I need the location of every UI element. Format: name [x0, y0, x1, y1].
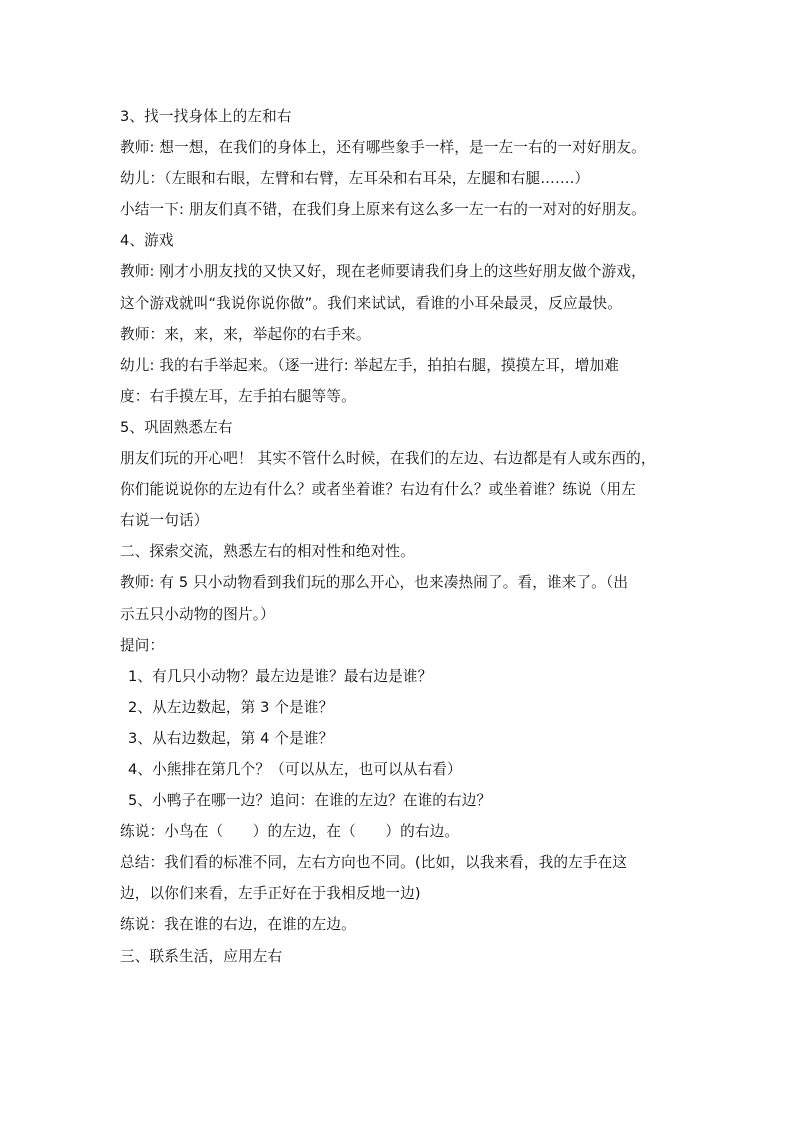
paragraph-line: 边，以你们来看，左手正好在于我相反地一边) [120, 885, 421, 903]
paragraph-line: 朋友们玩的开心吧！ 其实不管什么时候，在我们的左边、右边都是有人或东西的， [120, 450, 656, 468]
section-heading: 三、联系生活，应用左右 [120, 947, 283, 965]
section-heading: 5、巩固熟悉左右 [120, 418, 233, 436]
paragraph-line: 练说：小鸟在（ ）的左边，在（ ）的右边。 [120, 823, 460, 841]
paragraph-line: 你们能说说你的左边有什么？或者坐着谁？右边有什么？或坐着谁？练说（用左 [120, 481, 637, 499]
document-body [120, 101, 682, 972]
list-item: 5、小鸭子在哪一边？追问：在谁的左边？在谁的右边？ [128, 792, 492, 810]
list-item: 2、从左边数起，第 3 个是谁？ [128, 698, 334, 716]
paragraph-line: 右说一句话） [120, 512, 209, 530]
list-item: 1、有几只小动物？最左边是谁？最右边是谁？ [128, 667, 433, 685]
paragraph-line: 小结一下: 朋友们真不错，在我们身上原来有这么多一左一右的一对对的好朋友。 [120, 201, 646, 219]
paragraph-line: 教师: 想一想，在我们的身体上，还有哪些象手一样，是一左一右的一对好朋友。 [120, 139, 646, 157]
paragraph-line: 练说：我在谁的右边，在谁的左边。 [120, 916, 356, 934]
paragraph-line: 教师: 刚才小朋友找的又快又好，现在老师要请我们身上的这些好朋友做个游戏， [120, 263, 646, 281]
paragraph-line: 幼儿: 我的右手举起来。（逐一进行: 举起左手，拍拍右腿，摸摸左耳，增加难 [120, 356, 619, 374]
section-heading: 3、找一找身体上的左和右 [120, 108, 292, 125]
paragraph-line: 度：右手摸左耳，左手拍右腿等等。 [120, 387, 356, 405]
paragraph-line: 教师: 有 5 只小动物看到我们玩的那么开心，也来凑热闹了。看，谁来了。（出 [120, 574, 629, 592]
paragraph-line: 幼儿：（左眼和右眼，左臂和右臂，左耳朵和右耳朵，左腿和右腿…….） [120, 170, 590, 188]
list-item: 4、小熊排在第几个？（可以从左，也可以从右看） [128, 760, 462, 778]
section-heading: 二、探索交流，熟悉左右的相对性和绝对性。 [120, 543, 415, 561]
paragraph-line: 总结：我们看的标准不同，左右方向也不同。(比如，以我来看，我的左手在这 [120, 854, 628, 872]
paragraph-line: 这个游戏就叫“我说你说你做”。我们来试试，看谁的小耳朵最灵，反应最快。 [120, 294, 622, 312]
list-item: 3、从右边数起，第 4 个是谁？ [128, 729, 334, 747]
paragraph-line: 教师：来，来，来，举起你的右手来。 [120, 325, 371, 343]
section-heading: 4、游戏 [120, 232, 174, 250]
paragraph-line: 提问： [120, 636, 165, 654]
paragraph-line: 示五只小动物的图片。） [120, 605, 275, 623]
